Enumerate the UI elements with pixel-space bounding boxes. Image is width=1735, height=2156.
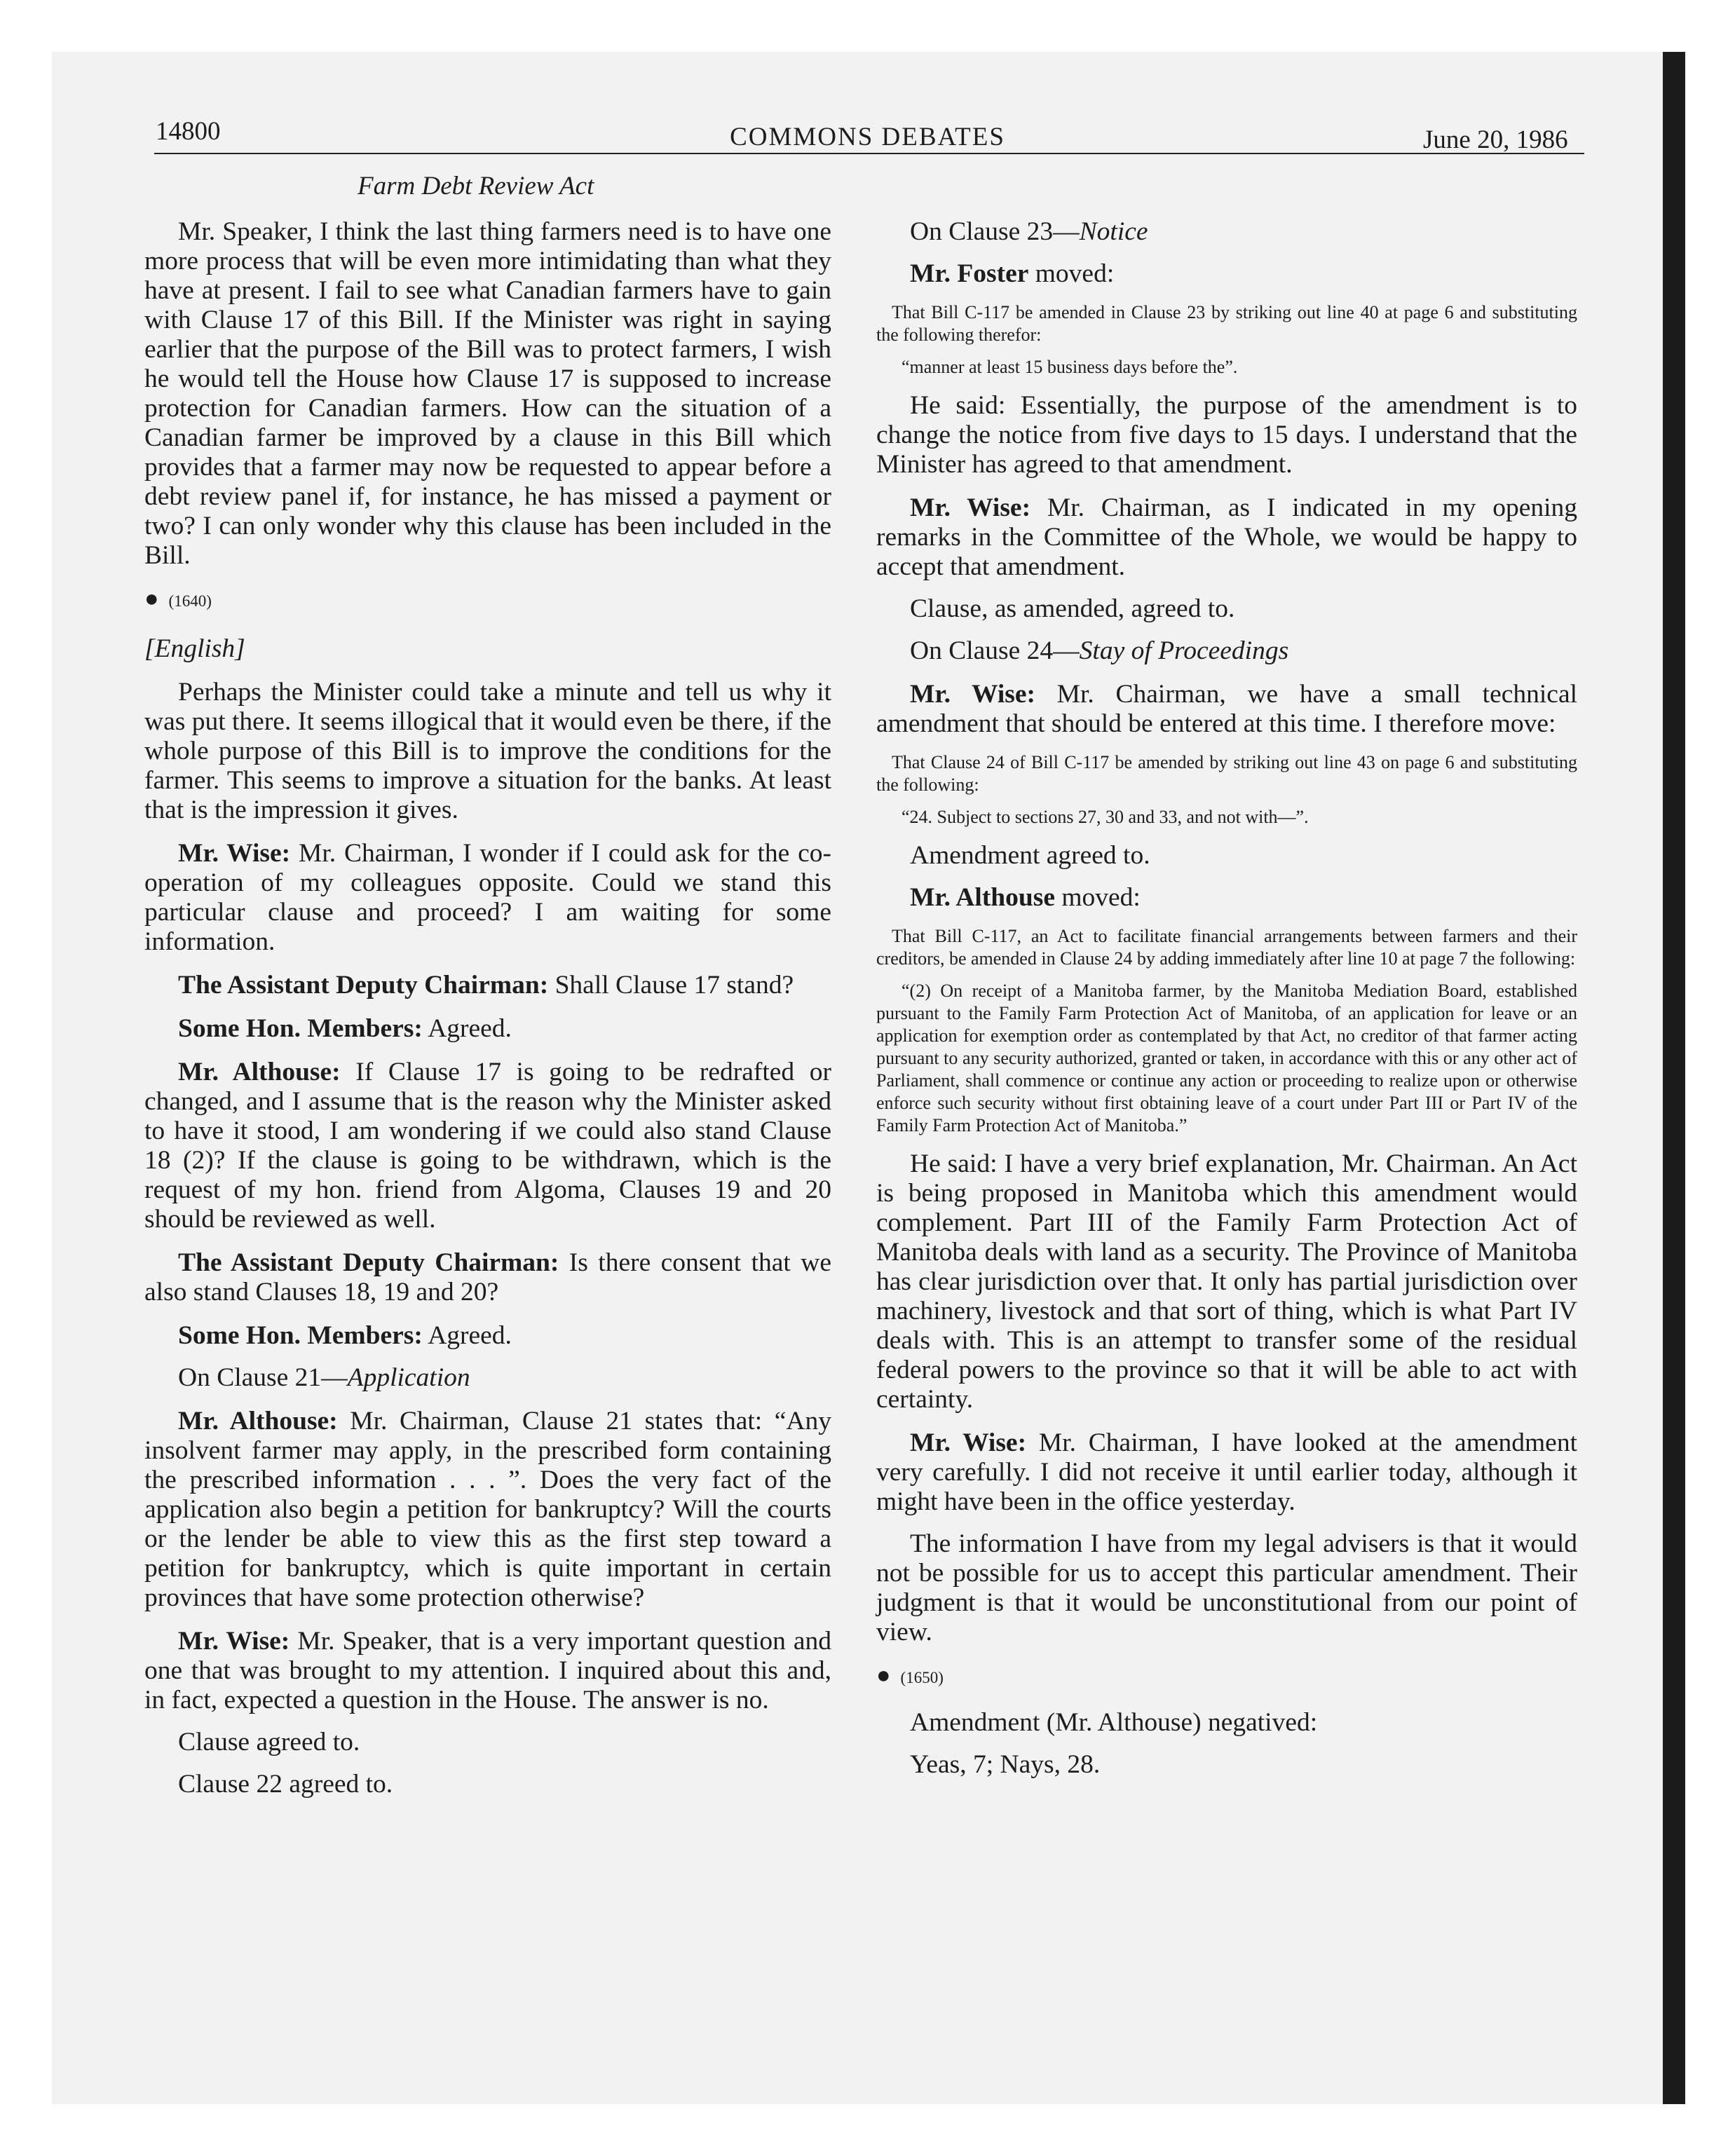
speech: Mr. Wise: Mr. Chairman, as I indicated in my opening remarks in the Committee of the Whole, we would be happy to accept that amendment. bbox=[876, 493, 1578, 581]
left-column bbox=[144, 217, 831, 1812]
speech: Some Hon. Members: Agreed. bbox=[178, 1321, 512, 1350]
amendment-result: Amendment agreed to. bbox=[910, 841, 1150, 870]
bullet-icon: ● bbox=[876, 1663, 891, 1688]
clause-result: Clause 22 agreed to. bbox=[178, 1770, 393, 1799]
header-rule bbox=[154, 153, 1584, 154]
paragraph: Mr. Speaker, I think the last thing farmers need is to have one more process that will be even more intimidating than what they have at present. I fail to see what Canadian farmers have to gain with Clause 17 of this Bill. If the Minister was right in saying earlier that the purpose of the Bill was to protect farmers, I wish he would tell the House how Clause 17 is supposed to increase protection for Canadian farmers. How can the situation of a Canadian farmer be improved by a clause in this Bill which provides that a farmer may now be requested to appear before a debt review panel if, for instance, he has missed a payment or two? I can only wonder why this clause has been included in the Bill. bbox=[144, 217, 831, 570]
speaker-name: Mr. Wise: bbox=[910, 680, 1035, 709]
time-stamp: ● (1640) bbox=[144, 586, 212, 612]
motion-quote: “manner at least 15 business days before the”. bbox=[901, 357, 1238, 377]
page-number: 14800 bbox=[156, 117, 221, 146]
clause-result: Clause agreed to. bbox=[178, 1728, 360, 1756]
motion-text: That Bill C-117, an Act to facilitate financial arrangements between farmers and their creditors, be amended in Clause 24 by adding immediately after line 10 at page 7 the following: bbox=[876, 926, 1577, 969]
motion-text: That Clause 24 of Bill C-117 be amended by striking out line 43 on page 6 and substituting the following: bbox=[876, 752, 1577, 795]
motion-quote: “(2) On receipt of a Manitoba farmer, by the Manitoba Mediation Board, established pursuant to the Family Farm Protection Act of Manitoba, of an application for leave or an application for exemption order as contemplated by that Act, no creditor of that farmer acting pursuant to any security authorized, granted or taken, in accordance with this or any other act of Parliament, shall commence or continue any action or proceeding to realize upon or otherwise enforce such security without first obtaining leave of a court under Part III or Part IV of the Family Farm Protection Act of Manitoba.” bbox=[876, 981, 1577, 1135]
speech: Mr. Althouse: If Clause 17 is going to be redrafted or changed, and I assume that is the reason why the Minister asked to have it stood, I am wondering if we could also stand Clause 18 (2)? If the clause is going to be withdrawn, which is the request of my hon. friend from Algoma, Clauses 19 and 20 should be reviewed as well. bbox=[144, 1058, 832, 1234]
paragraph: The information I have from my legal advisers is that it would not be possible for us to accept this particular amendment. Their judgment is that it would be unconstitutional from our point of view. bbox=[876, 1529, 1577, 1646]
paragraph: Perhaps the Minister could take a minute and tell us why it was put there. It seems illogical that it would even be there, if the whole purpose of this Bill is to improve the conditions for the farmer. This seems to improve a situation for the banks. At least that is the impression it gives. bbox=[144, 678, 831, 824]
speech: The Assistant Deputy Chairman: Shall Clause 17 stand? bbox=[178, 971, 794, 999]
speech: Mr. Wise: Mr. Speaker, that is a very important question and one that was brought to my attention. I inquired about this and, in fact, expected a question in the House. The answer is no. bbox=[144, 1627, 831, 1714]
publication-title: COMMONS DEBATES bbox=[730, 123, 1005, 151]
speech: Mr. Wise: Mr. Chairman, I have looked at the amendment very carefully. I did not receive it until earlier today, although it might have been in the office yesterday. bbox=[876, 1428, 1577, 1516]
speech: Mr. Althouse: Mr. Chairman, Clause 21 states that: “Any insolvent farmer may apply, in the prescribed form containing the prescribed information . . . ”. Does the very fact of the application also begin a petition for bankruptcy? Will the courts or the lender be able to view this as the first step toward a petition for bankruptcy, which is quite important in certain provinces that have some protection otherwise? bbox=[144, 1407, 832, 1612]
amendment-result: Amendment (Mr. Althouse) negatived: bbox=[910, 1708, 1318, 1737]
paragraph: He said: Essentially, the purpose of the amendment is to change the notice from five days to 15 days. I understand that the Minister has agreed to that amendment. bbox=[876, 391, 1577, 479]
motion-quote: “24. Subject to sections 27, 30 and 33, and not with—”. bbox=[901, 807, 1309, 827]
vote-result: Yeas, 7; Nays, 28. bbox=[910, 1750, 1101, 1779]
speaker-name: Mr. Althouse: bbox=[178, 1058, 341, 1086]
speech: Mr. Wise: Mr. Chairman, I wonder if I could ask for the co-operation of my colleagues opposite. Could we stand this particular clause and proceed? I am waiting for some information. bbox=[144, 839, 831, 956]
speaker-name: Mr. Wise: bbox=[178, 1627, 290, 1656]
paragraph: He said: I have a very brief explanation, Mr. Chairman. An Act is being proposed in Manitoba which this amendment would complement. Part III of the Family Farm Protection Act of Manitoba deals with land as a security. The Province of Manitoba has clear jurisdiction over that. It only has partial jurisdiction over machinery, livestock and that sort of thing, which is what Part IV deals with. This is an attempt to transfer some of the residual federal powers to the province so that it will be able to act with certainty. bbox=[876, 1149, 1577, 1414]
motion-intro: Mr. Althouse moved: bbox=[910, 883, 1141, 912]
speaker-name: Mr. Foster bbox=[910, 259, 1029, 288]
clause-heading: On Clause 23—Notice bbox=[910, 217, 1148, 246]
speaker-name: Mr. Althouse bbox=[910, 883, 1055, 912]
clause-result: Clause, as amended, agreed to. bbox=[910, 594, 1235, 623]
speech: The Assistant Deputy Chairman: Is there consent that we also stand Clauses 18, 19 and 20? bbox=[144, 1248, 831, 1306]
speaker-name: Some Hon. Members: bbox=[178, 1014, 423, 1043]
page-date: June 20, 1986 bbox=[1423, 125, 1568, 154]
speaker-name: The Assistant Deputy Chairman: bbox=[178, 971, 549, 999]
speaker-name: Mr. Wise: bbox=[910, 493, 1031, 522]
bullet-icon: ● bbox=[144, 586, 159, 612]
clause-heading: On Clause 24—Stay of Proceedings bbox=[910, 636, 1289, 665]
speaker-name: Mr. Wise: bbox=[178, 839, 291, 868]
clause-heading: On Clause 21—Application bbox=[178, 1363, 470, 1392]
speaker-name: Mr. Althouse: bbox=[178, 1407, 338, 1435]
right-column bbox=[876, 217, 1577, 1792]
speaker-name: Some Hon. Members: bbox=[178, 1321, 423, 1350]
speech: Mr. Wise: Mr. Chairman, we have a small technical amendment that should be entered at this time. I therefore move: bbox=[876, 680, 1578, 738]
time-stamp: ● (1650) bbox=[876, 1663, 944, 1688]
scan-edge-shadow bbox=[1663, 52, 1685, 2104]
motion-text: That Bill C-117 be amended in Clause 23 by striking out line 40 at page 6 and substituting the following therefor: bbox=[876, 302, 1577, 345]
speech: Some Hon. Members: Agreed. bbox=[178, 1014, 512, 1043]
speaker-name: Mr. Wise: bbox=[910, 1428, 1027, 1457]
motion-intro: Mr. Foster moved: bbox=[910, 259, 1115, 288]
running-head: Farm Debt Review Act bbox=[358, 172, 594, 200]
language-marker: [English] bbox=[144, 634, 245, 663]
speaker-name: The Assistant Deputy Chairman: bbox=[178, 1248, 559, 1277]
